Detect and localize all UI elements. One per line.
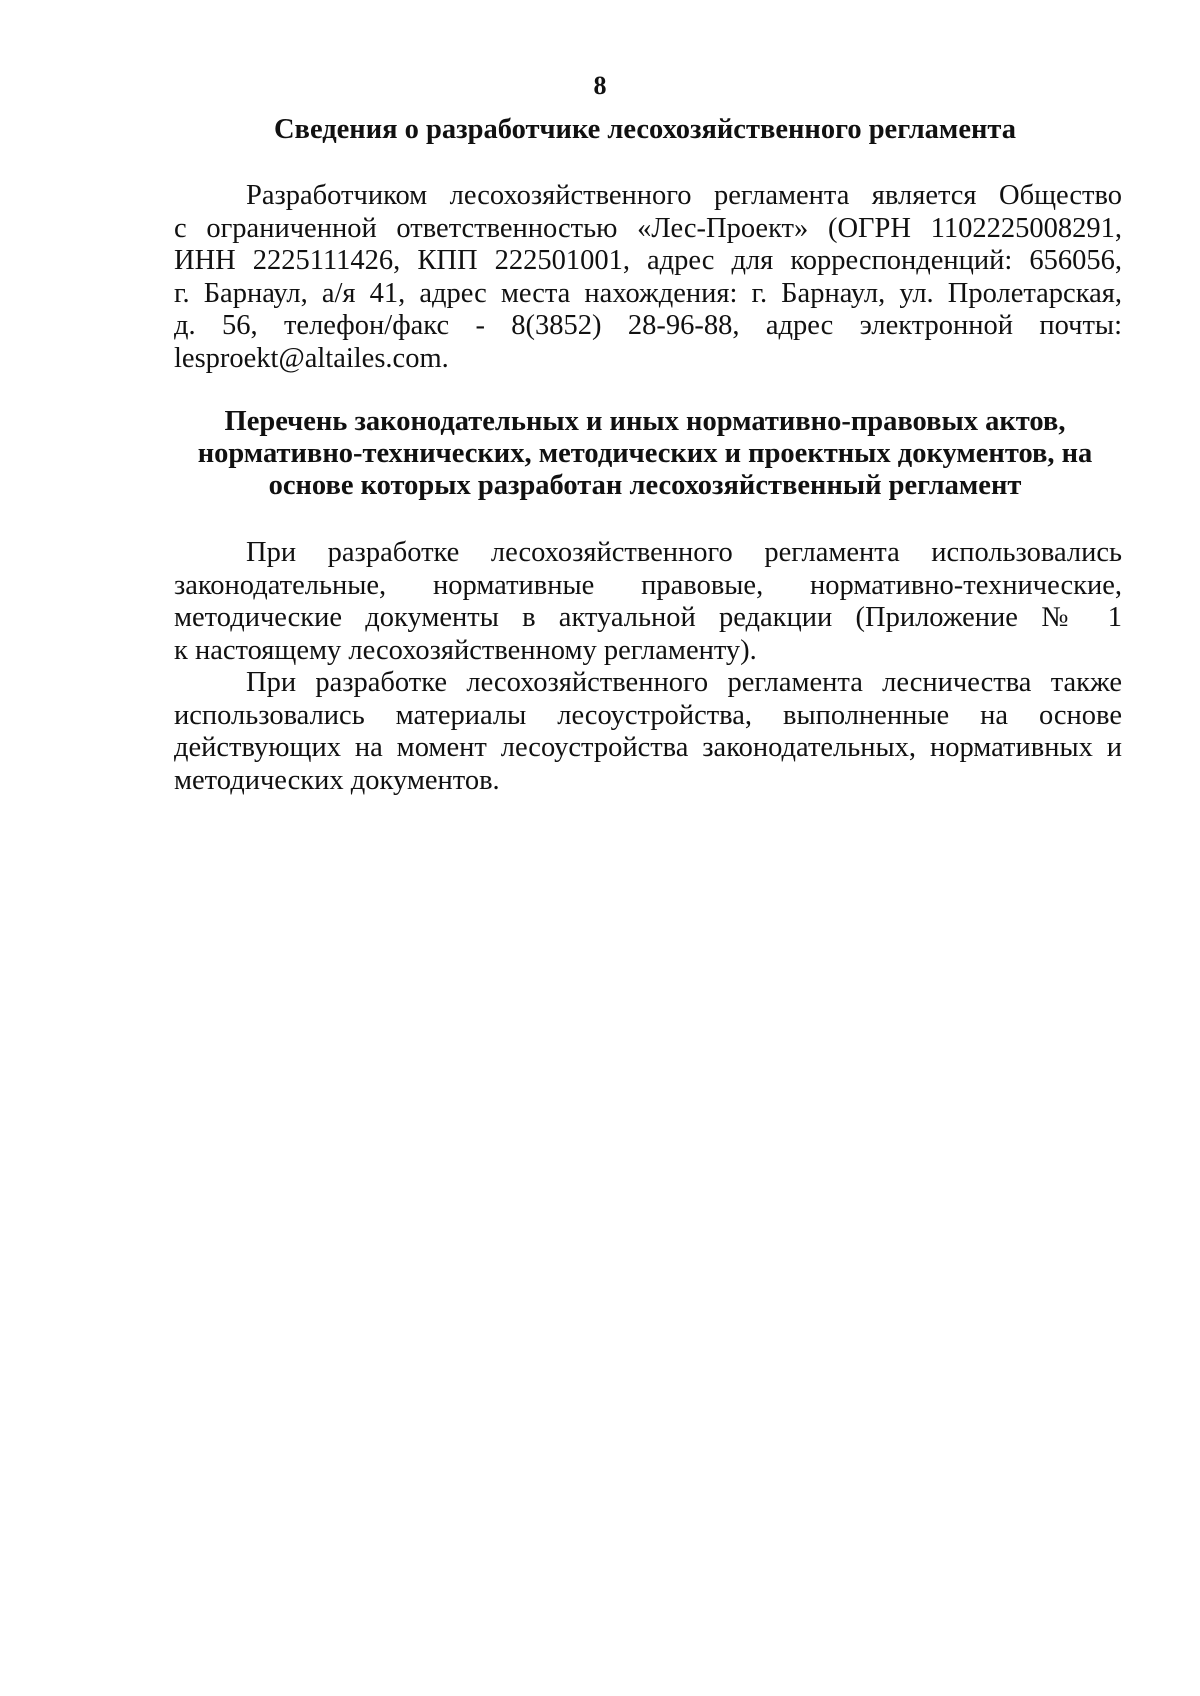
paragraph-line: ИНН 2225111426, КПП 222501001, адрес для корреспонденций: 656056, <box>174 245 1122 276</box>
page-number: 8 <box>593 71 607 100</box>
email-line: lesproekt@altailes.com. <box>174 342 449 374</box>
paragraph-line: Разработчиком лесохозяйственного регламента является Общество <box>246 180 1122 211</box>
legal-acts-section-heading <box>170 406 1120 502</box>
paragraph-line: использовались материалы лесоустройства, выполненные на основе <box>174 699 1122 731</box>
paragraph-line: г. Барнаул, а/я 41, адрес места нахождения: г. Барнаул, ул. Пролетарская, <box>174 277 1122 309</box>
paragraph-line: методических документов. <box>174 764 500 796</box>
paragraph-line: к настоящему лесохозяйственному регламенту). <box>174 634 757 666</box>
paragraph-line: д. 56, телефон/факс - 8(3852) 28-96-88, адрес электронной почты: <box>174 310 1122 341</box>
heading-line: основе которых разработан лесохозяйственный регламент <box>268 470 1022 501</box>
legal-acts-paragraph-1 <box>174 537 1122 667</box>
paragraph-line: При разработке лесохозяйственного регламента лесничества также <box>246 667 1122 698</box>
paragraph-line: действующих на момент лесоустройства законодательных, нормативных и <box>174 732 1122 763</box>
paragraph-line: с ограниченной ответственностью «Лес-Проект» (ОГРН 1102225008291, <box>174 212 1122 244</box>
paragraph-line: При разработке лесохозяйственного регламента использовались <box>246 537 1122 568</box>
heading-line: нормативно-технических, методических и проектных документов, на <box>197 438 1093 469</box>
paragraph-line: методические документы в актуальной редакции (Приложение № 1 <box>174 602 1122 633</box>
legal-acts-paragraph-2 <box>174 667 1122 797</box>
heading-line: Перечень законодательных и иных нормативно-правовых актов, <box>224 406 1066 437</box>
developer-section-heading: Сведения о разработчике лесохозяйственного регламента <box>273 114 1017 145</box>
developer-info-paragraph <box>174 180 1122 375</box>
paragraph-line: законодательные, нормативные правовые, нормативно-технические, <box>174 569 1122 601</box>
